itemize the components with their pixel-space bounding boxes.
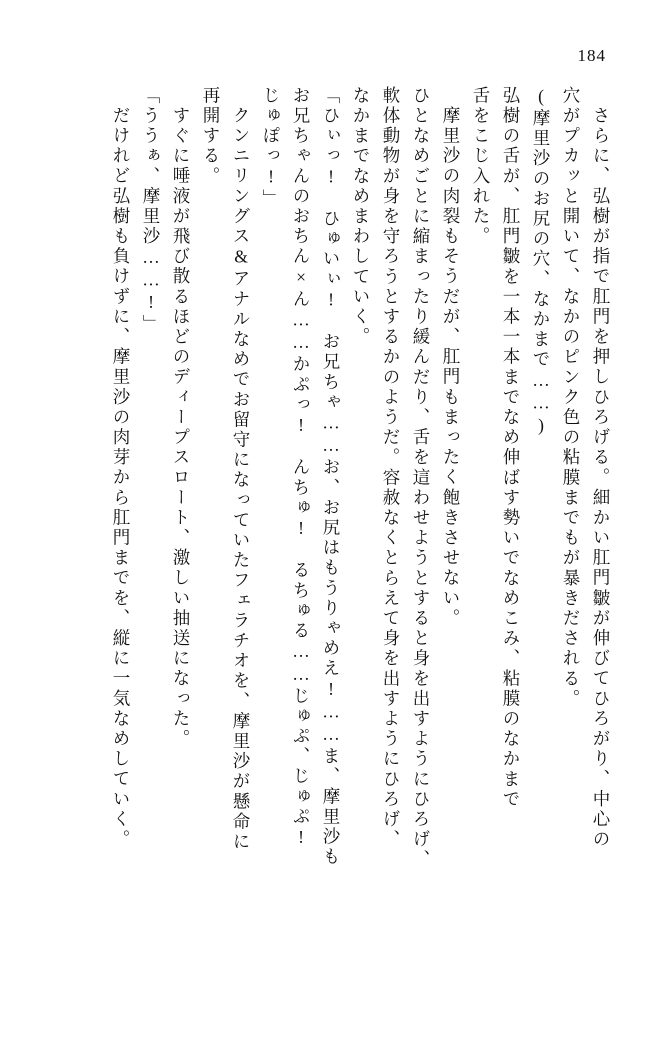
text-line: さらに、弘樹が指で肛門を押しひろげる。細かい肛門皺が伸びてひろがり、中心の (591, 106, 611, 850)
vertical-text-body (46, 86, 616, 1006)
text-line: 摩里沙の肉裂もそうだが、肛門もまったく飽きさせない。 (441, 106, 461, 629)
text-line: 弘樹の舌が、肛門皺を一本一本までなめ伸ばす勢いでなめこみ、粘膜のなかまで (501, 86, 521, 810)
text-line: お兄ちゃんのおちん×ん……かぷっ! んちゅ! るちゅる……じゅぷ、じゅぷ! (291, 86, 311, 850)
text-line: 軟体動物が身を守ろうとするかのようだ。容赦なくとらえて身を出すようにひろげ、 (381, 86, 401, 850)
text-line: じゅぽっ!」 (261, 86, 281, 210)
text-line: クンニリングス&アナルなめでお留守になっていたフェラチオを、摩里沙が懸命に (231, 106, 251, 853)
text-line: 「ううぁ、摩里沙……!」 (141, 86, 161, 335)
text-line: 再開する。 (201, 86, 221, 187)
text-line: 穴がプカッと開いて、なかのピンク色の粘膜までもが暴きだされる。 (561, 86, 581, 710)
text-line: ひとなめごとに縮まったり緩んだり、舌を這わせようとすると身を出すようにひろげ、 (411, 86, 431, 870)
page-number: 184 (577, 46, 606, 65)
text-line: 舌をこじ入れた。 (471, 86, 491, 247)
text-line: (摩里沙のお尻の穴、なかまで……) (531, 86, 551, 438)
text-line: 「ひぃっ! ひゅいぃ! お兄ちゃ……お、お尻はもうりゃめえ!……ま、摩里沙も (321, 86, 341, 868)
text-line: なかまでなめまわしていく。 (351, 86, 371, 348)
text-line: すぐに唾液が飛び散るほどのディープスロート、激しい抽送になった。 (171, 106, 191, 750)
text-line: だけれど弘樹も負けずに、摩里沙の肉芽から肛門までを、縦に一気なめしていく。 (111, 106, 131, 850)
